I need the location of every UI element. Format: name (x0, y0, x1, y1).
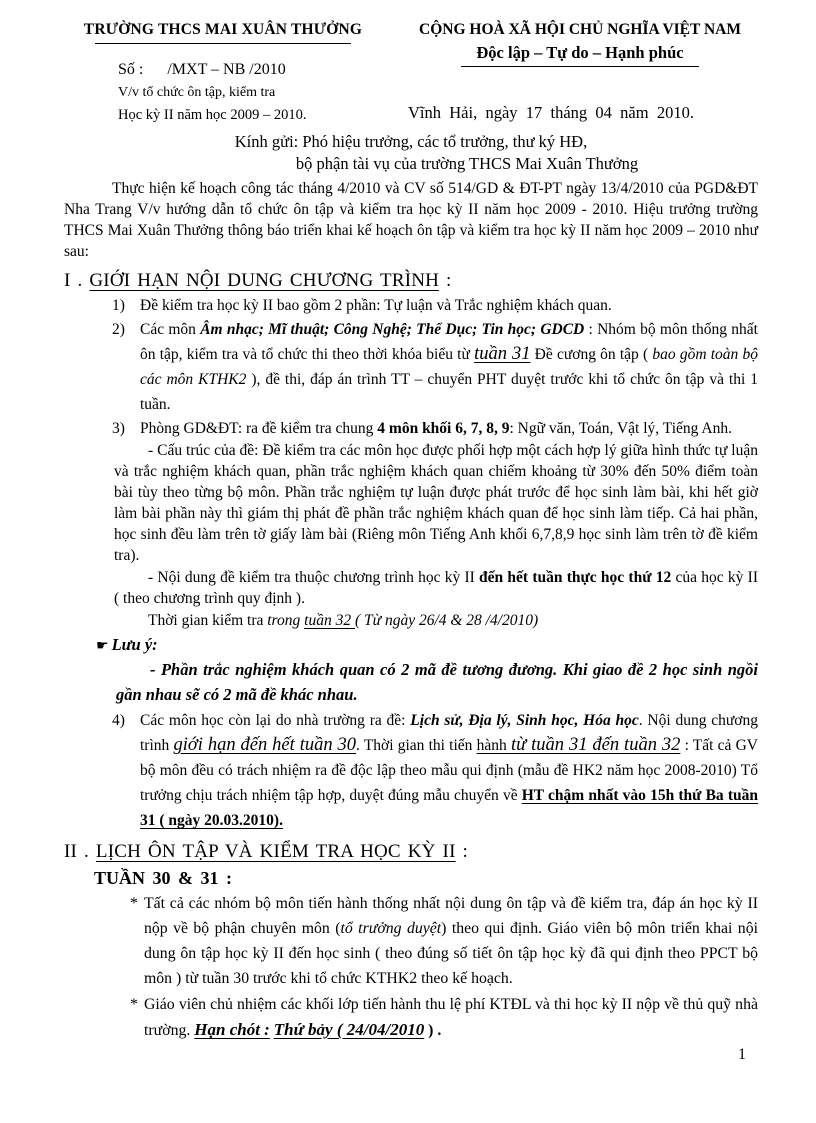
school-name: TRƯỜNG THCS MAI XUÂN THƯỞNG (83, 21, 363, 38)
item1-marker: 1) (112, 297, 125, 314)
doc-number: Số : /MXT – NB /2010 (118, 61, 286, 78)
week-heading: TUẦN 30 & 31 : (94, 868, 232, 888)
item4-text-4: : Tất cả GV bộ môn đều có trách nhiệm ra đề độc lập theo mẫu qui định (mẫu đề HK2 năm học 2008-2010) Tổ trưởng chịu trách nhiệm tập hợp, duyệt đúng mẫu chuyển về (140, 737, 758, 804)
section1-colon: : (439, 270, 452, 291)
star2-deadline-value: Thứ bảy ( 24/04/2010 (273, 1020, 425, 1039)
item4-hanh: hành (476, 737, 511, 754)
note-text-paragraph: - Phần trắc nghiệm khách quan có 2 mã đề tương đương. Khi giao đề 2 học sinh ngồi gần nhau sẽ có 2 mã đề khác nhau. (116, 660, 758, 704)
section2-colon: : (455, 841, 469, 862)
note-label-line (96, 634, 758, 657)
exam-time-week32: tuần 32 (304, 612, 355, 629)
salutation-block (64, 131, 758, 175)
salutation-line2: bộ phận tài vụ của trường THCS Mai Xuân Thưởng (295, 154, 639, 173)
exam-time-text: Thời gian kiểm tra (148, 612, 268, 629)
section2-title: LỊCH ÔN TẬP VÀ KIỂM TRA HỌC KỲ II (95, 841, 456, 862)
section2-numeral: II . (64, 841, 89, 862)
motto-underline (461, 66, 699, 67)
document-header (64, 20, 758, 125)
item4-text-1: Các môn học còn lại do nhà trường ra đề: (140, 712, 411, 729)
star1-text-2: ) theo qui định. Giáo viên bộ môn triển khai nội dung ôn tập học kỳ II đến học sinh ( theo đúng số tiết ôn tập học kỳ đã qui định theo PPCT bộ môn ) từ tuần 30 trước khi tổ chức KTHK2 theo kế hoạch. (144, 920, 758, 987)
item4-deadline: HT chậm nhất vào 15h thứ Ba tuần 31 ( ngày 20.03.2010). (140, 787, 758, 829)
item3-text-1: Phòng GD&ĐT: ra đề kiểm tra chung (140, 420, 378, 437)
item3-grades: 4 môn khối 6, 7, 8, 9 (377, 420, 510, 437)
section1-numeral: I . (64, 270, 83, 291)
intro-paragraph: Thực hiện kế hoạch công tác tháng 4/2010 và CV số 514/GD & ĐT-PT ngày 13/4/2010 của PGD&ĐT Nha Trang V/v hướng dẫn tổ chức ôn tập và kiểm tra học kỳ II năm học 2009 - 2010. Hiệu trưởng trường THCS Mai Xuân Thưởng thông báo triển khai kế hoạch ôn tập và kiểm tra học kỳ II năm học 2009 – 2010 như sau: (64, 180, 758, 260)
star2-text-1: Giáo viên chủ nhiệm các khối lớp tiến hành thu lệ phí KTĐL và thi học kỳ II nộp về thủ quỹ nhà trường. (144, 996, 758, 1039)
item3-structure-paragraph: - Cấu trúc của đề: Đề kiểm tra các môn học được phối hợp một cách hợp lý giữa hình thức tự luận và trắc nghiệm khách quan, phần trắc nghiệm khách quan chiếm khoảng từ 30% đến 50% điểm toàn bài tùy theo từng bộ môn. Phần trắc nghiệm tự luận được phát trước để học sinh làm bài, khi hết giờ làm bài phần này thì giám thị phát đề phần trắc nghiệm khách quan để học sinh làm tiếp. Cả hai phần, học sinh đều làm trên tờ giấy làm bài (Riêng môn Tiếng Anh khối 6,7,8,9 học sinh làm trên tờ đề kiểm tra). (114, 442, 758, 564)
section1-title: GIỚI HẠN NỘI DUNG CHƯƠNG TRÌNH (89, 270, 440, 291)
item2-text-2: : Nhóm bộ môn thống nhất ôn tập, kiểm tra và tổ chức thi theo thời khóa biểu từ (140, 321, 758, 363)
doc-subject-line2: Học kỳ II năm học 2009 – 2010. (118, 107, 307, 123)
star-item-2 (64, 992, 758, 1043)
item3-content-paragraph (114, 567, 758, 609)
item4-marker: 4) (112, 712, 125, 729)
item4-text-2: . Nội dung chương trình (140, 712, 758, 754)
national-motto: Độc lập – Tự do – Hạnh phúc (476, 43, 684, 62)
item3-content-text-2: của học kỳ II ( theo chương trình quy định ). (114, 569, 758, 607)
item4-weeks: từ tuần 31 đến tuần 32 (510, 735, 681, 755)
place-date: Vĩnh Hải, ngày 17 tháng 04 năm 2010. (408, 103, 694, 122)
star2-marker: * (130, 996, 138, 1013)
item3-text-2: : Ngữ văn, Toán, Vật lý, Tiếng Anh. (509, 420, 732, 437)
item3-exam-time-line (114, 610, 758, 632)
item2-marker: 2) (112, 321, 125, 338)
list-item-3 (64, 418, 758, 439)
item2-scope: bao gồm toàn bộ các môn KTHK2 (140, 346, 759, 388)
star1-italic: tổ trưởng duyệt (340, 920, 442, 937)
page-number: 1 (738, 1046, 746, 1063)
item3-content-text-1: - Nội dung đề kiểm tra thuộc chương trình học kỳ II (148, 569, 480, 586)
star1-text-1: Tất cả các nhóm bộ môn tiến hành thống nhất nội dung ôn tập và đề kiểm tra, đáp án học kỳ II nộp về bộ phận chuyên môn ( (144, 895, 758, 937)
star1-marker: * (130, 895, 138, 912)
star-item-1 (64, 891, 758, 991)
school-header-block (64, 20, 382, 125)
star2-tail: ) . (424, 1022, 442, 1039)
item4-subjects: Lịch sử, Địa lý, Sinh học, Hóa học (410, 712, 639, 729)
item2-text-1: Các môn (140, 321, 201, 338)
item4-scope: giới hạn đến hết tuần 30 (173, 735, 357, 755)
star2-deadline-label: Hạn chót : (194, 1020, 270, 1039)
item2-text-4: ), đề thi, đáp án trình TT – chuyển PHT duyệt trước khi tổ chức ôn tập và thi 1 tuần. (140, 371, 758, 413)
school-name-underline (95, 43, 351, 44)
exam-time-trong: trong (267, 612, 305, 629)
item2-subjects: Âm nhạc; Mĩ thuật; Công Nghệ; Thể Dục; Tin học; GDCD (200, 321, 585, 338)
note-label: Lưu ý: (111, 635, 158, 654)
pointing-hand-icon: ☛ (96, 638, 109, 654)
exam-time-dates: ( Từ ngày 26/4 & 28 /4/2010) (354, 612, 539, 629)
list-item-1 (64, 295, 758, 316)
item3-marker: 3) (112, 420, 125, 437)
section1-heading (64, 269, 758, 293)
item4-text-3: . Thời gian thi tiến (356, 737, 477, 754)
national-title: CỘNG HOÀ XÃ HỘI CHỦ NGHĨA VIỆT NAM (419, 21, 741, 38)
doc-meta-block (64, 59, 382, 125)
doc-subject-line1: V/v tổ chức ôn tập, kiểm tra (118, 85, 276, 100)
item2-text-3: Đề cương ôn tập ( (530, 346, 653, 363)
list-item-2 (64, 317, 758, 417)
item1-text: Đề kiểm tra học kỳ II bao gồm 2 phần: Tự luận và Trắc nghiệm khách quan. (140, 297, 612, 314)
section2-heading (64, 840, 758, 864)
list-item-4 (64, 708, 758, 833)
item2-week31: tuần 31 (474, 344, 531, 364)
national-header-block (402, 20, 758, 125)
item3-content-bold: đến hết tuần thực học thứ 12 (479, 569, 672, 586)
salutation-line1: Kính gửi: Phó hiệu trưởng, các tổ trưởng, thư ký HĐ, (234, 132, 588, 151)
